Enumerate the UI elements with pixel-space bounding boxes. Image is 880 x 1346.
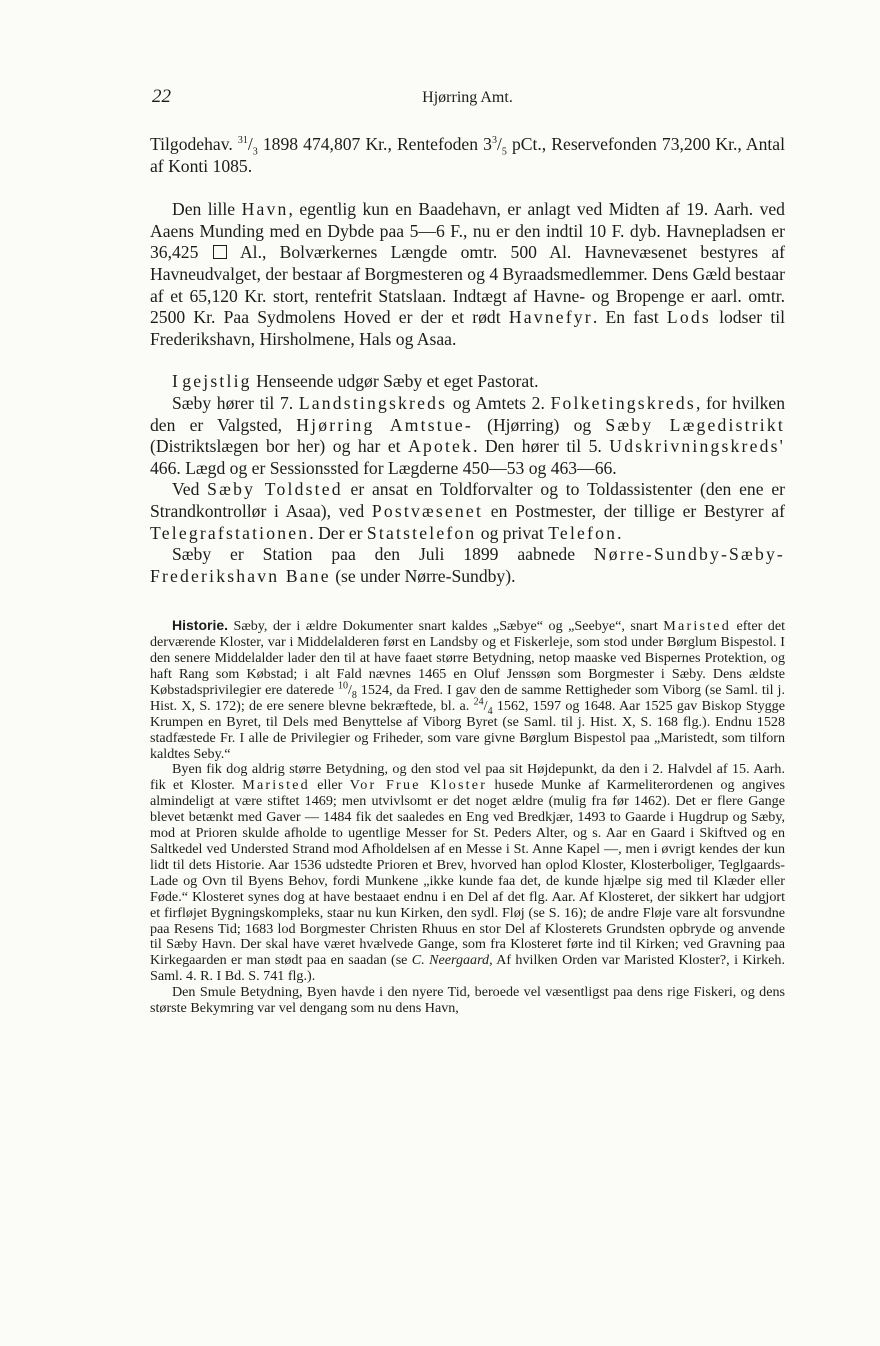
text-run: 1898 474,807 Kr., Rentefoden 3 <box>257 134 492 154</box>
text-run: (Distriktslægen bor her) og har et <box>150 436 409 457</box>
text-run: 10 <box>337 680 348 692</box>
spaced-term: Landstingskreds <box>298 392 448 413</box>
text-run: lodser til Frederikshavn, Hirsholmene, Hals og Asaa. <box>150 307 785 349</box>
text-run: og Amtets 2. <box>447 392 551 413</box>
text-run: 31 <box>237 135 248 147</box>
text-run: Byen fik dog aldrig større Betydning, og den stod vel paa sit Højdepunkt, da den i 2. Halvdel af 15. Aarh. fik et Kloster. <box>150 761 785 794</box>
spaced-term: Sæby Lægedistrikt <box>605 414 785 435</box>
spaced-term: Udskrivningskreds' <box>609 436 785 457</box>
history-paragraph-1 <box>150 618 785 762</box>
date-fraction: $^{24}/_4$ <box>473 696 493 717</box>
text-run: 3 <box>491 135 497 147</box>
running-title: Hjørring Amt. <box>422 89 513 106</box>
text-run: , for hvilken den er Valgsted, <box>150 392 786 435</box>
text-run: en Postmester, der tillige er Bestyrer af <box>483 500 785 521</box>
text-run: 3 <box>252 146 258 158</box>
history-paragraph-3: Den Smule Betydning, Byen havde i den nyere Tid, beroede vel væsentligst paa dens rige Fiskeri, og dens største Bekymring var vel dengang som nu dens Havn, <box>150 984 785 1017</box>
text-run: 24 <box>473 696 484 708</box>
text-run: , Af hvilken Orden var Maristed Kloster?, i Kirkeh. Saml. 4. R. I Bd. S. 741 flg.). <box>150 952 785 985</box>
history-section <box>150 618 785 1017</box>
square-symbol-icon <box>213 245 227 259</box>
text-run: Ved <box>172 479 208 500</box>
text-run: I <box>172 371 183 392</box>
fraction: $^{31}/_3$ <box>237 134 258 158</box>
spaced-term: Lods <box>666 307 711 328</box>
spaced-term: Nørre-Sundby-Sæby-Frederikshavn Bane <box>150 544 785 586</box>
main-text <box>150 134 785 587</box>
fraction: $^3/_5$ <box>491 134 507 158</box>
text-run: Sæby hører til 7. <box>172 392 299 413</box>
paragraph-districts <box>150 393 785 479</box>
spaced-term: Folketingskreds <box>550 392 696 413</box>
date-fraction: $^{10}/_8$ <box>337 680 357 701</box>
text-run: 1524, da Fred. I gav den de samme Rettigheder som Viborg (se Saml. til j. Hist. X, S. 172); de ere senere blevne bekræftede, bl. a. <box>150 681 785 714</box>
text-run: 5 <box>501 146 507 158</box>
paragraph-customs <box>150 479 785 544</box>
paragraph-railway <box>150 544 785 587</box>
paragraph-parish <box>150 371 785 393</box>
text-run: . En fast <box>592 307 667 328</box>
text-run: pCt., Reservefonden 73,200 Kr., Antal af Konti 1085. <box>150 134 785 176</box>
spaced-term: Apotek <box>408 436 474 457</box>
spaced-term: Hjørring Amtstue- <box>296 414 473 435</box>
spaced-term: Sæby Toldsted <box>207 479 343 500</box>
text-run: Sæby er Station paa den Juli 1899 aabnede <box>172 544 594 565</box>
spaced-term: Maristed <box>663 618 731 635</box>
paragraph-harbour <box>150 199 785 350</box>
text-run: og privat <box>476 522 549 543</box>
text-run: 466. Lægd og er Sessionssted for Lægderne 450—53 og 463—66. <box>150 457 617 478</box>
text-run: Sæby, der i ældre Dokumenter snart kaldes „Sæbye“ og „Seebye“, snart <box>228 618 664 635</box>
text-run: eller <box>309 777 350 794</box>
history-paragraph-2 <box>150 762 785 985</box>
text-run: , egentlig kun en Baadehavn, er anlagt ved Midten af 19. Aarh. ved Aaens Munding med en Dybde paa 5—6 F., nu er den indtil 10 F. dyb. Havnepladsen er 36,425 <box>150 199 785 263</box>
page-number: 22 <box>152 86 171 107</box>
spaced-term: Statstelefon <box>366 522 477 543</box>
text-run: efter det derværende Kloster, var i Middelalderen først en Landsby og et Fiskerleje, som stod under Børglum Bispestol. I den senere Middelalder lader den til at have faaet større Betydning, netop maaske ved Bispernes Protektion, og haft Rang som Købstad; i alt Fald nævnes 1465 en Oluf Jenssøn som Borgmester i Sæby. Dens ældste Købstadsprivilegier ere daterede <box>150 618 785 698</box>
text-run: 4 <box>487 705 493 717</box>
author-name: C. Neergaard <box>411 952 490 969</box>
text-run: er ansat en Toldforvalter og to Toldassistenter (den ene er Strandkontrollør i Asaa), ved <box>150 479 786 521</box>
running-head <box>150 86 785 116</box>
spaced-term: Vor Frue Kloster <box>349 777 488 794</box>
text-run: 8 <box>351 689 357 701</box>
text-run: Den lille <box>172 199 242 220</box>
spaced-term: Havnefyr <box>508 307 593 328</box>
text-run: husede Munke af Karmeliterordenen og angives almindeligt at være stiftet 1469; men utvivlsomt er det noget ældre (mulig fra før 1462). Det er flere Gange blevet betænkt med Gaver — 1484 fik det saaledes en Eng ved Bredkjær, 1493 to Gaarde i Hugdrup og Sæby, mod at Prioren skulde afholde to ugentlige Messer for St. Peders Alter, og s. Aar en Gaard i Skiftved og en Saltkedel ved Understed Strand mod Afholdelsen af en Messe i St. Anne Kapel —, men i øvrigt kendes der kun lidt til dets Historie. Aar 1536 udstedte Prioren et Brev, hvorved han oplod Kloster, Klosterboliger, Teglgaards-Lade og Ovn til Byens Behov, fordi Munkene „ikke kunde faa det, de kunde hjælpe sig med til Klæder eller Føde.“ Klosteret synes dog at have bestaaet endnu i en Del af det flg. Aar. Af Klosteret, der sikkert har udgjort et firfløjet Bygningskompleks, staar nu kun Kirken, den sydl. Fløj (se S. 16); de andre Fløje vare alt forsvundne paa Resens Tid; 1683 lod Borgmester Christen Rhuus en stor Del af Klosterets Grundsten opbryde og anvende til Sæby Havn. Der skal have været hvælvede Gange, som fra Klosteret førte ind til Kirken; ved Gravning paa Kirkegaarden er man stødt paa en saadan (se <box>150 777 786 969</box>
spaced-term: Havn <box>241 199 289 220</box>
paragraph-savings <box>150 134 785 177</box>
history-heading: Historie. <box>172 617 229 634</box>
text-run: 1562, 1597 og 1648. Aar 1525 gav Biskop Stygge Krumpen en Byret, til Dels med Benyttelse af Viborg Byret (se Saml. til j. Hist. X, S. 168 flg.). Endnu 1528 stadfæstede Fr. I alle de Privilegier og Friheder, som vare givne Børglum Bispestol paa „Maristedt, som tilforn kaldtes Seby.“ <box>150 697 785 762</box>
text-run: . Der er <box>309 522 367 543</box>
spaced-term: Maristed <box>242 777 310 794</box>
book-page <box>150 86 785 1017</box>
text-run: Al., Bolværkernes Længde omtr. 500 Al. Havnevæsenet bestyres af Havneudvalget, der bestaar af Borgmesteren og 4 Byraadsmedlemmer. Dens Gæld bestaar af et 65,120 Kr. stort, rentefrit Statslaan. Indtægt af Havne- og Bropenge er aarl. omtr. 2500 Kr. Paa Sydmolens Hoved er der et rødt <box>150 242 786 328</box>
spaced-term: Postvæsenet <box>371 500 484 521</box>
spaced-term: gejstlig <box>182 371 252 392</box>
text-run: Tilgodehav. <box>150 134 238 154</box>
text-run: (se under Nørre-Sundby). <box>330 565 516 586</box>
spaced-term: Telegrafstationen <box>150 522 310 543</box>
text-run: (Hjørring) og <box>472 414 606 435</box>
text-run: . <box>617 522 622 543</box>
spaced-term: Telefon <box>548 522 618 543</box>
text-run: Henseende udgør Sæby et eget Pastorat. <box>251 371 539 392</box>
text-run: . Den hører til 5. <box>473 436 610 457</box>
